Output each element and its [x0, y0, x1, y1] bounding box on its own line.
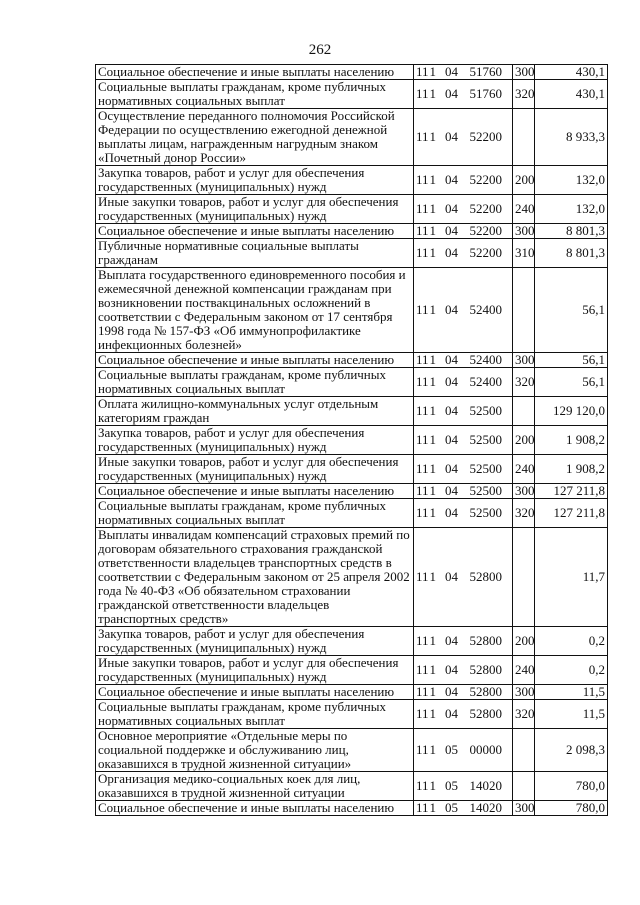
row-name-cell: Социальное обеспечение и иные выплаты населению [96, 353, 414, 368]
row-amount-cell: 8 801,3 [535, 239, 608, 268]
code-segment: 11 [416, 742, 429, 757]
code-segment: 52200 [469, 223, 502, 238]
table-row [96, 80, 608, 109]
row-expense-type-cell: 300 [513, 224, 535, 239]
code-segment: 52500 [469, 483, 502, 498]
table-row [96, 109, 608, 166]
code-segment: 11 [416, 302, 429, 317]
code-segment: 04 [445, 64, 458, 79]
row-name-cell: Оплата жилищно-коммунальных услуг отдельным категориям граждан [96, 397, 414, 426]
row-expense-type-cell: 310 [513, 239, 535, 268]
row-amount-cell: 1 908,2 [535, 426, 608, 455]
code-segment: 04 [445, 569, 458, 584]
row-expense-type-cell: 240 [513, 656, 535, 685]
table-row [96, 426, 608, 455]
code-segment: 1 [429, 432, 436, 447]
code-segment: 04 [445, 432, 458, 447]
table-row [96, 801, 608, 816]
code-segment: 52500 [469, 461, 502, 476]
code-segment: 11 [416, 800, 429, 815]
row-amount-cell: 8 933,3 [535, 109, 608, 166]
code-segment: 04 [445, 505, 458, 520]
row-code-cell [414, 484, 513, 499]
table-row [96, 499, 608, 528]
code-segment: 1 [429, 569, 436, 584]
code-segment: 52400 [469, 352, 502, 367]
row-expense-type-cell: 300 [513, 685, 535, 700]
code-segment: 11 [416, 129, 429, 144]
row-name-cell: Социальное обеспечение и иные выплаты населению [96, 65, 414, 80]
code-segment: 11 [416, 662, 429, 677]
row-code-cell [414, 368, 513, 397]
row-name-cell: Публичные нормативные социальные выплаты гражданам [96, 239, 414, 268]
row-expense-type-cell: 300 [513, 484, 535, 499]
code-segment: 51760 [469, 64, 502, 79]
row-name-cell: Социальное обеспечение и иные выплаты населению [96, 685, 414, 700]
code-segment: 04 [445, 662, 458, 677]
code-segment: 1 [429, 64, 436, 79]
row-code-cell [414, 700, 513, 729]
row-code-cell [414, 224, 513, 239]
code-segment: 04 [445, 706, 458, 721]
row-amount-cell: 11,5 [535, 700, 608, 729]
row-expense-type-cell [513, 397, 535, 426]
row-code-cell [414, 499, 513, 528]
row-expense-type-cell: 300 [513, 65, 535, 80]
row-amount-cell: 430,1 [535, 65, 608, 80]
row-name-cell: Социальное обеспечение и иные выплаты населению [96, 801, 414, 816]
row-amount-cell: 8 801,3 [535, 224, 608, 239]
row-amount-cell: 780,0 [535, 801, 608, 816]
row-code-cell [414, 627, 513, 656]
budget-table-body [96, 65, 608, 816]
table-row [96, 729, 608, 772]
table-row [96, 268, 608, 353]
row-amount-cell: 430,1 [535, 80, 608, 109]
code-segment: 52200 [469, 245, 502, 260]
code-segment: 11 [416, 633, 429, 648]
row-expense-type-cell [513, 268, 535, 353]
code-segment: 11 [416, 64, 429, 79]
row-amount-cell: 56,1 [535, 368, 608, 397]
code-segment: 04 [445, 374, 458, 389]
code-segment: 11 [416, 172, 429, 187]
row-code-cell [414, 656, 513, 685]
row-expense-type-cell: 240 [513, 455, 535, 484]
code-segment: 51760 [469, 86, 502, 101]
code-segment: 11 [416, 569, 429, 584]
code-segment: 52800 [469, 706, 502, 721]
row-name-cell: Социальные выплаты гражданам, кроме публичных нормативных социальных выплат [96, 700, 414, 729]
code-segment: 1 [429, 352, 436, 367]
table-row [96, 685, 608, 700]
code-segment: 04 [445, 172, 458, 187]
code-segment: 1 [429, 662, 436, 677]
code-segment: 52200 [469, 201, 502, 216]
table-row [96, 353, 608, 368]
row-name-cell: Основное мероприятие «Отдельные меры по социальной поддержке и обслуживанию лиц, оказавшихся в трудной жизненной ситуации» [96, 729, 414, 772]
code-segment: 52500 [469, 505, 502, 520]
code-segment: 1 [429, 505, 436, 520]
code-segment: 1 [429, 245, 436, 260]
code-segment: 1 [429, 201, 436, 216]
row-code-cell [414, 268, 513, 353]
code-segment: 1 [429, 129, 436, 144]
row-amount-cell: 2 098,3 [535, 729, 608, 772]
code-segment: 14020 [469, 800, 502, 815]
code-segment: 00000 [469, 742, 502, 757]
code-segment: 1 [429, 800, 436, 815]
table-row [96, 455, 608, 484]
row-code-cell [414, 426, 513, 455]
row-amount-cell: 132,0 [535, 166, 608, 195]
table-row [96, 368, 608, 397]
code-segment: 04 [445, 483, 458, 498]
table-row [96, 528, 608, 627]
code-segment: 11 [416, 461, 429, 476]
code-segment: 52800 [469, 633, 502, 648]
code-segment: 04 [445, 633, 458, 648]
code-segment: 1 [429, 86, 436, 101]
row-code-cell [414, 353, 513, 368]
row-name-cell: Социальные выплаты гражданам, кроме публичных нормативных социальных выплат [96, 368, 414, 397]
code-segment: 52800 [469, 662, 502, 677]
row-code-cell [414, 239, 513, 268]
row-name-cell: Выплата государственного единовременного пособия и ежемесячной денежной компенсации гражданам при возникновении поствакцинальных осложнений в соответствии с Федеральным законом от 17 сентября 1998 года № 157-ФЗ «Об иммунопрофилактике инфекционных болезней» [96, 268, 414, 353]
row-expense-type-cell: 300 [513, 353, 535, 368]
row-code-cell [414, 397, 513, 426]
code-segment: 11 [416, 352, 429, 367]
row-expense-type-cell [513, 772, 535, 801]
table-row [96, 166, 608, 195]
code-segment: 1 [429, 483, 436, 498]
row-name-cell: Иные закупки товаров, работ и услуг для обеспечения государственных (муниципальных) нужд [96, 455, 414, 484]
code-segment: 05 [445, 800, 458, 815]
code-segment: 11 [416, 684, 429, 699]
row-code-cell [414, 80, 513, 109]
code-segment: 52800 [469, 684, 502, 699]
row-amount-cell: 129 120,0 [535, 397, 608, 426]
row-code-cell [414, 685, 513, 700]
code-segment: 11 [416, 778, 429, 793]
row-expense-type-cell: 320 [513, 368, 535, 397]
row-name-cell: Социальное обеспечение и иные выплаты населению [96, 484, 414, 499]
row-code-cell [414, 528, 513, 627]
row-amount-cell: 11,7 [535, 528, 608, 627]
code-segment: 52800 [469, 569, 502, 584]
table-row [96, 397, 608, 426]
code-segment: 11 [416, 483, 429, 498]
row-expense-type-cell: 200 [513, 166, 535, 195]
code-segment: 05 [445, 742, 458, 757]
row-name-cell: Социальные выплаты гражданам, кроме публичных нормативных социальных выплат [96, 80, 414, 109]
table-row [96, 484, 608, 499]
row-amount-cell: 56,1 [535, 268, 608, 353]
row-name-cell: Закупка товаров, работ и услуг для обеспечения государственных (муниципальных) нужд [96, 627, 414, 656]
code-segment: 04 [445, 129, 458, 144]
row-code-cell [414, 801, 513, 816]
page-number: 262 [308, 42, 332, 58]
row-expense-type-cell [513, 729, 535, 772]
code-segment: 1 [429, 706, 436, 721]
row-amount-cell: 56,1 [535, 353, 608, 368]
code-segment: 52400 [469, 374, 502, 389]
code-segment: 11 [416, 374, 429, 389]
row-amount-cell: 132,0 [535, 195, 608, 224]
code-segment: 1 [429, 403, 436, 418]
row-amount-cell: 0,2 [535, 656, 608, 685]
code-segment: 11 [416, 201, 429, 216]
code-segment: 04 [445, 245, 458, 260]
row-name-cell: Социальные выплаты гражданам, кроме публичных нормативных социальных выплат [96, 499, 414, 528]
code-segment: 04 [445, 223, 458, 238]
table-row [96, 772, 608, 801]
code-segment: 1 [429, 223, 436, 238]
row-amount-cell: 127 211,8 [535, 499, 608, 528]
row-code-cell [414, 195, 513, 224]
row-code-cell [414, 166, 513, 195]
code-segment: 04 [445, 352, 458, 367]
row-name-cell: Социальное обеспечение и иные выплаты населению [96, 224, 414, 239]
code-segment: 1 [429, 302, 436, 317]
row-expense-type-cell: 240 [513, 195, 535, 224]
row-name-cell: Закупка товаров, работ и услуг для обеспечения государственных (муниципальных) нужд [96, 426, 414, 455]
code-segment: 11 [416, 706, 429, 721]
row-name-cell: Организация медико-социальных коек для лиц, оказавшихся в трудной жизненной ситуации [96, 772, 414, 801]
code-segment: 04 [445, 403, 458, 418]
row-code-cell [414, 65, 513, 80]
row-expense-type-cell: 300 [513, 801, 535, 816]
row-expense-type-cell: 200 [513, 627, 535, 656]
row-expense-type-cell: 320 [513, 80, 535, 109]
row-code-cell [414, 109, 513, 166]
code-segment: 52400 [469, 302, 502, 317]
row-name-cell: Иные закупки товаров, работ и услуг для обеспечения государственных (муниципальных) нужд [96, 195, 414, 224]
table-row [96, 65, 608, 80]
row-expense-type-cell: 320 [513, 499, 535, 528]
table-row [96, 656, 608, 685]
code-segment: 05 [445, 778, 458, 793]
code-segment: 11 [416, 245, 429, 260]
table-row [96, 224, 608, 239]
code-segment: 1 [429, 172, 436, 187]
code-segment: 04 [445, 86, 458, 101]
row-name-cell: Закупка товаров, работ и услуг для обеспечения государственных (муниципальных) нужд [96, 166, 414, 195]
code-segment: 11 [416, 86, 429, 101]
code-segment: 1 [429, 684, 436, 699]
code-segment: 1 [429, 778, 436, 793]
code-segment: 11 [416, 505, 429, 520]
code-segment: 1 [429, 374, 436, 389]
table-row [96, 700, 608, 729]
table-row [96, 239, 608, 268]
code-segment: 11 [416, 432, 429, 447]
code-segment: 1 [429, 461, 436, 476]
code-segment: 52200 [469, 172, 502, 187]
row-amount-cell: 0,2 [535, 627, 608, 656]
code-segment: 1 [429, 633, 436, 648]
row-name-cell: Выплаты инвалидам компенсаций страховых премий по договорам обязательного страхования гражданской ответственности владельцев транспортных средств в соответствии с Федеральным законом от 25 апреля 2002 года № 40-ФЗ «Об обязательном страховании гражданской ответственности владельцев транспортных средств» [96, 528, 414, 627]
row-expense-type-cell [513, 109, 535, 166]
row-amount-cell: 1 908,2 [535, 455, 608, 484]
row-name-cell: Осуществление переданного полномочия Российской Федерации по осуществлению ежегодной денежной выплаты лицам, награжденным нагрудным знаком «Почетный донор России» [96, 109, 414, 166]
code-segment: 04 [445, 684, 458, 699]
row-code-cell [414, 729, 513, 772]
code-segment: 52200 [469, 129, 502, 144]
code-segment: 52500 [469, 432, 502, 447]
code-segment: 14020 [469, 778, 502, 793]
row-amount-cell: 780,0 [535, 772, 608, 801]
row-expense-type-cell: 320 [513, 700, 535, 729]
code-segment: 52500 [469, 403, 502, 418]
budget-table [95, 64, 608, 816]
row-code-cell [414, 772, 513, 801]
code-segment: 11 [416, 403, 429, 418]
code-segment: 04 [445, 201, 458, 216]
code-segment: 11 [416, 223, 429, 238]
row-expense-type-cell [513, 528, 535, 627]
code-segment: 1 [429, 742, 436, 757]
row-amount-cell: 127 211,8 [535, 484, 608, 499]
row-code-cell [414, 455, 513, 484]
code-segment: 04 [445, 461, 458, 476]
row-name-cell: Иные закупки товаров, работ и услуг для обеспечения государственных (муниципальных) нужд [96, 656, 414, 685]
row-expense-type-cell: 200 [513, 426, 535, 455]
table-row [96, 627, 608, 656]
table-row [96, 195, 608, 224]
row-amount-cell: 11,5 [535, 685, 608, 700]
code-segment: 04 [445, 302, 458, 317]
